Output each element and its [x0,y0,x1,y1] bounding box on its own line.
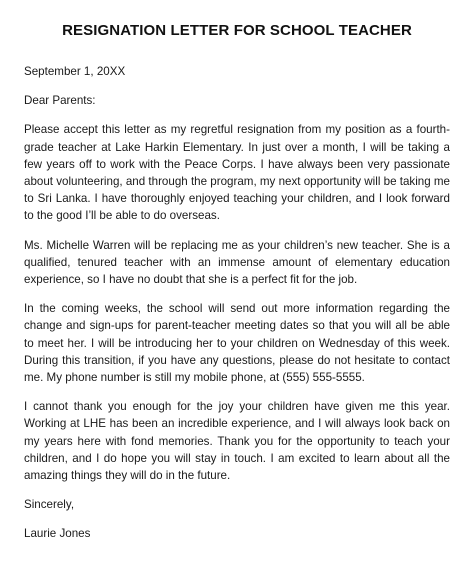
letter-salutation: Dear Parents: [24,94,96,108]
body-paragraph-4: I cannot thank you enough for the joy your children have given me this year. Working at LHE has been an incredible experience, and I will always look back on my years here with fond memories. Thank you for the opportunity to teach your children, and I do hope you will stay in touch. I am excited to learn about all the amazing things they will do in the future. [24,400,450,483]
letter-signature: Laurie Jones [24,527,91,541]
letter-closing: Sincerely, [24,498,75,512]
letter-title: RESIGNATION LETTER FOR SCHOOL TEACHER [62,22,412,39]
letter-date: September 1, 20XX [24,65,126,78]
body-paragraph-2: Ms. Michelle Warren will be replacing me as your children’s new teacher. She is a qualified, tenured teacher with an immense amount of elementary education experience, so I have no doubt that she is a perfect fit for the job. [24,238,450,287]
body-paragraph-3: In the coming weeks, the school will send out more information regarding the change and sign-ups for parent-teacher meeting dates so that you will all be able to meet her. I will be introducing her to your children on Wednesday of this week. During this transition, if you have any questions, please do not hesitate to contact me. My phone number is still my mobile phone, at (555) 555-5555. [24,302,450,385]
body-paragraph-1: Please accept this letter as my regretful resignation from my position as a fourth-grade teacher at Lake Harkin Elementary. In just over a month, I will be taking a few years off to work with the Peace Corps. I have always been very passionate about volunteering, and through the program, my next opportunity will be taking me to Sri Lanka. I have thoroughly enjoyed teaching your children, and I look forward to the good I’ll be able to do overseas. [24,123,450,223]
